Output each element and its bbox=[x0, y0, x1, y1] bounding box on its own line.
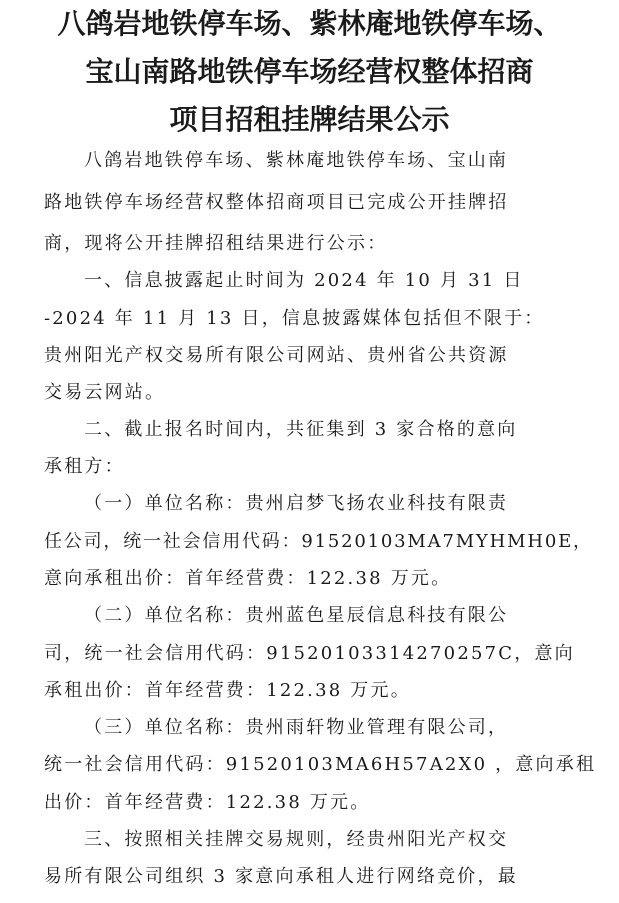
intro-line-3: 商，现将公开挂牌招租结果进行公示： bbox=[44, 233, 388, 254]
bidder-3-line-2: 统一社会信用代码：91520103MA6H57A2X0 ，意向承租 bbox=[44, 754, 597, 775]
section-1-line-4: 交易云网站。 bbox=[44, 382, 166, 403]
bidder-2-line-1: （二）单位名称：贵州蓝色星辰信息科技有限公 bbox=[84, 605, 509, 626]
intro-line-2: 路地铁停车场经营权整体招商项目已完成公开挂牌招 bbox=[44, 192, 509, 213]
title-line-3: 项目招租挂牌结果公示 bbox=[169, 103, 450, 136]
bidder-3-line-1: （三）单位名称：贵州雨轩物业管理有限公司， bbox=[84, 717, 509, 738]
bidder-3-line-3: 出价：首年经营费：122.38 万元。 bbox=[44, 792, 371, 813]
section-1-line-2: -2024 年 11 月 13 日，信息披露媒体包括但不限于： bbox=[44, 308, 545, 329]
bidder-1-line-3: 意向承租出价：首年经营费：122.38 万元。 bbox=[44, 568, 452, 589]
intro-line-1: 八鸽岩地铁停车场、紫林庵地铁停车场、宝山南 bbox=[84, 150, 509, 171]
bidder-2-line-2: 司，统一社会信用代码：91520103314270257C，意向 bbox=[44, 643, 575, 664]
title-line-1: 八鸽岩地铁停车场、紫林庵地铁停车场、 bbox=[57, 7, 562, 40]
section-1-line-1: 一、信息披露起止时间为 2024 年 10 月 31 日 bbox=[84, 270, 524, 291]
section-3-line-1: 三、按照相关挂牌交易规则，经贵州阳光产权交 bbox=[84, 829, 509, 850]
bidder-2-line-3: 承租出价：首年经营费：122.38 万元。 bbox=[44, 680, 411, 701]
title-line-2: 宝山南路地铁停车场经营权整体招商 bbox=[85, 55, 534, 88]
section-2-line-2: 承租方： bbox=[44, 456, 125, 477]
bidder-1-line-1: （一）单位名称：贵州启梦飞扬农业科技有限责 bbox=[84, 493, 509, 514]
section-3-line-2: 易所有限公司组织 3 家意向承租人进行网络竞价，最 bbox=[44, 866, 518, 887]
bidder-1-line-2: 任公司，统一社会信用代码：91520103MA7MYHMH0E， bbox=[44, 531, 593, 552]
section-1-line-3: 贵州阳光产权交易所有限公司网站、贵州省公共资源 bbox=[44, 345, 509, 366]
section-2-line-1: 二、截止报名时间内，共征集到 3 家合格的意向 bbox=[84, 419, 518, 440]
